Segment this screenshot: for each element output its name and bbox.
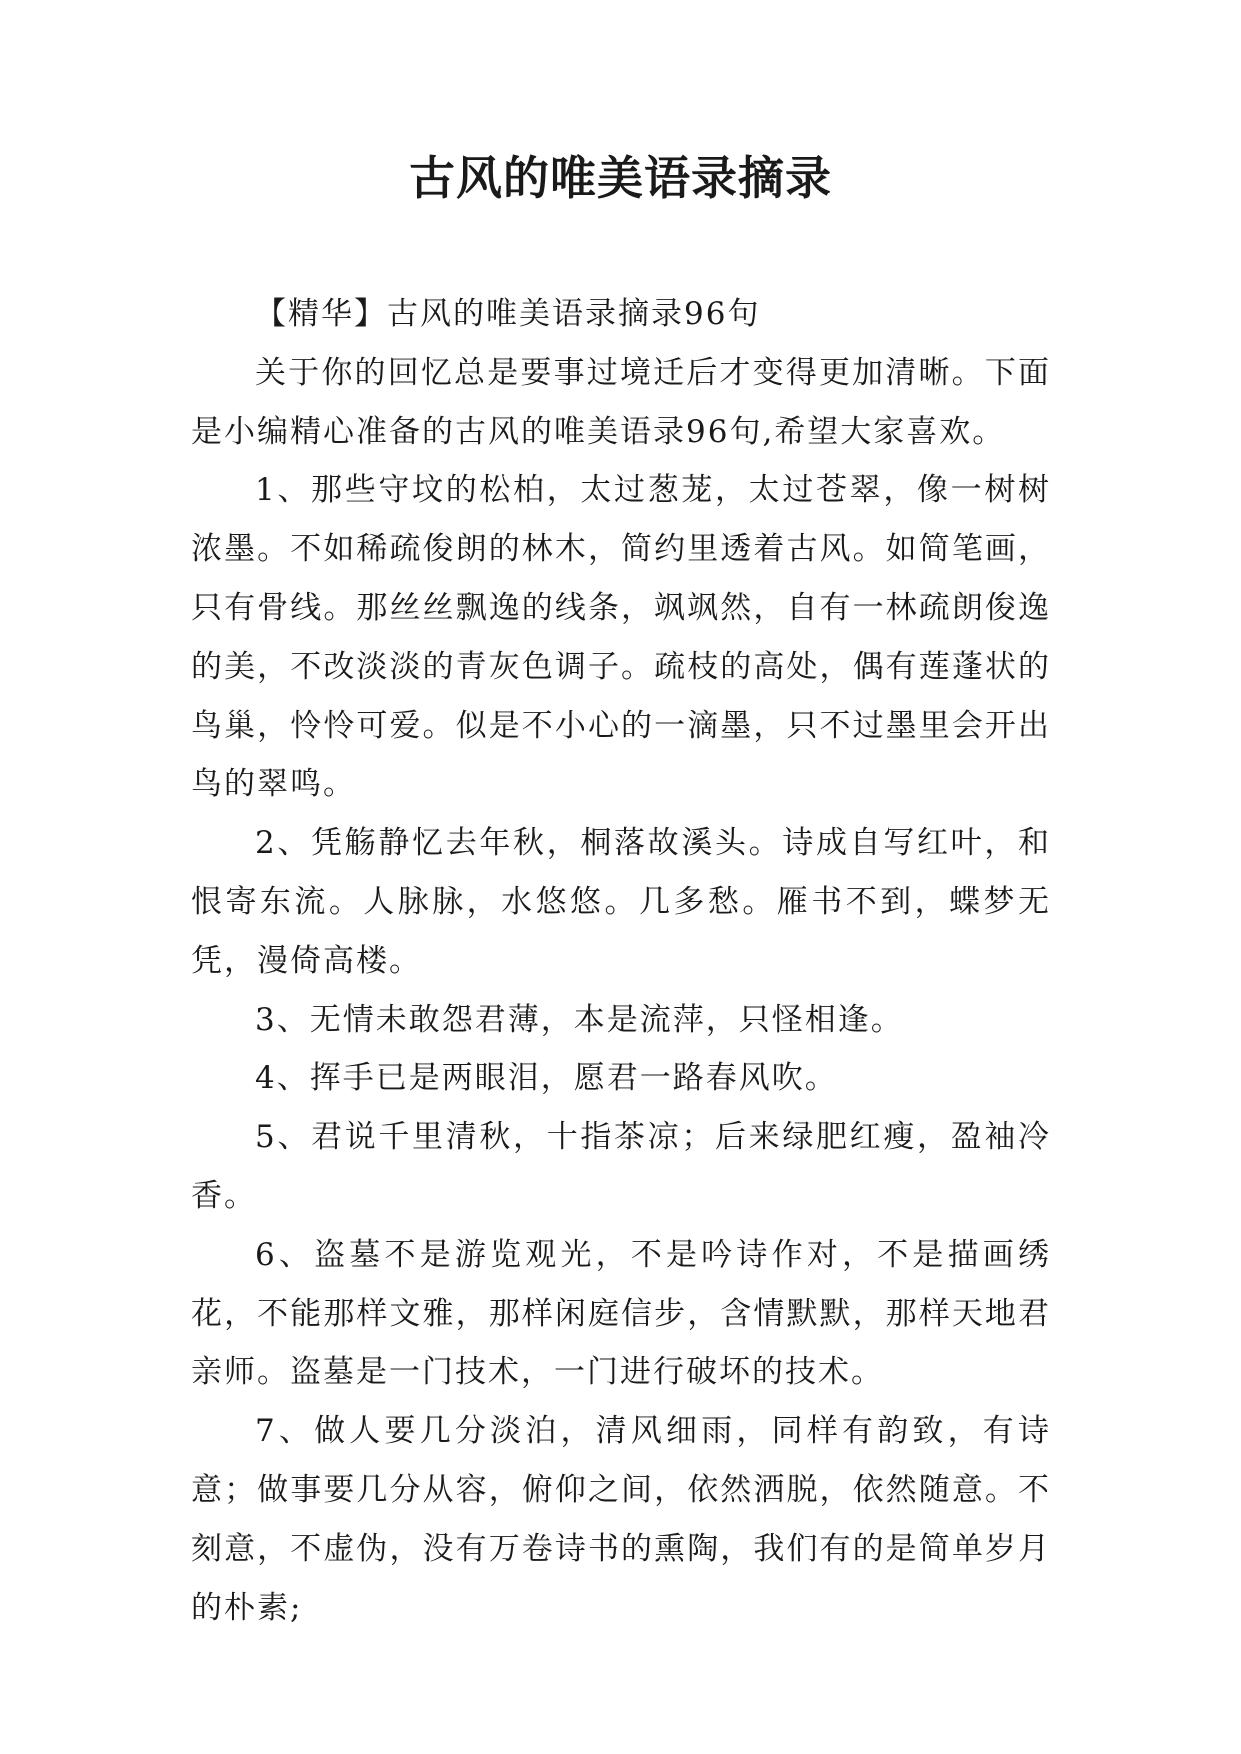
paragraph-item-1: 1、那些守坟的松柏，太过葱茏，太过苍翠，像一树树浓墨。不如稀疏俊朗的林木，简约里透着古风。如简笔画，只有骨线。那丝丝飘逸的线条，飒飒然，自有一林疏朗俊逸的美，不改淡淡的青灰色调子。疏枝的高处，偶有莲蓬状的鸟巢，怜怜可爱。似是不小心的一滴墨，只不过墨里会开出鸟的翠鸣。: [191, 472, 1051, 803]
paragraph-item-4: 4、挥手已是两眼泪，愿君一路春风吹。: [255, 1060, 838, 1097]
document-title: 古风的唯美语录摘录: [409, 151, 832, 205]
paragraph-item-2: 2、凭觞静忆去年秋，桐落故溪头。诗成自写红叶，和恨寄东流。人脉脉，水悠悠。几多愁。雁书不到，蝶梦无凭，漫倚高楼。: [191, 825, 1051, 979]
paragraph-item-3: 3、无情未敢怨君薄，本是流萍，只怪相逢。: [255, 1001, 904, 1038]
paragraph-intro: 关于你的回忆总是要事过境迁后才变得更加清晰。下面是小编精心准备的古风的唯美语录96句,希望大家喜欢。: [191, 354, 1051, 450]
paragraph-item-6: 6、盗墓不是游览观光，不是吟诗作对，不是描画绣花，不能那样文雅，那样闲庭信步，含情默默，那样天地君亲师。盗墓是一门技术，一门进行破坏的技术。: [191, 1236, 1051, 1391]
paragraph-item-5: 5、君说千里清秋，十指茶凉；后来绿肥红瘦，盈袖冷香。: [191, 1119, 1051, 1214]
paragraph-subtitle: 【精华】古风的唯美语录摘录96句: [255, 296, 761, 332]
paragraph-item-7: 7、做人要几分淡泊，清风细雨，同样有韵致，有诗意；做事要几分从容，俯仰之间，依然洒脱，依然随意。不刻意，不虚伪，没有万卷诗书的熏陶，我们有的是简单岁月的朴素;: [191, 1413, 1051, 1626]
document-body: [191, 285, 1051, 1637]
